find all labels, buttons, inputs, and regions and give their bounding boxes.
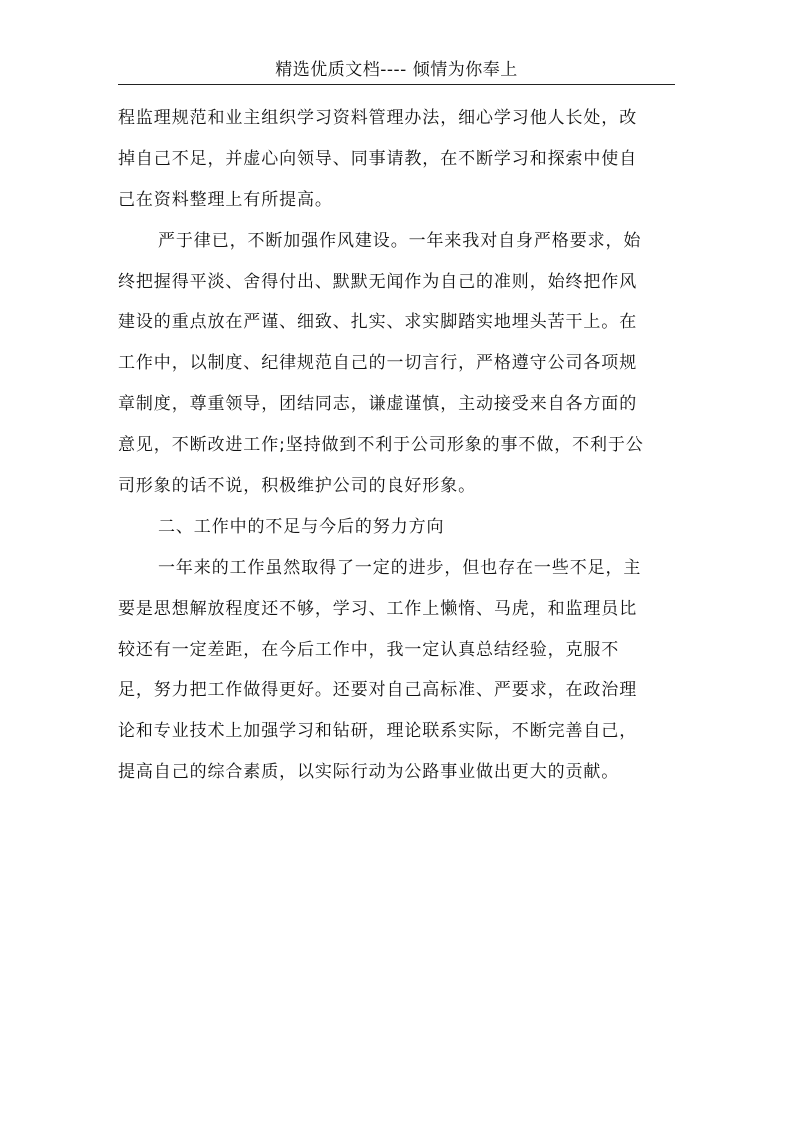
text-line: 较还有一定差距，在今后工作中，我一定认真总结经验，克服不: [118, 639, 620, 660]
paragraph-first-line: 严于律已，不断加强作风建设。一年来我对自身严格要求，始: [158, 230, 642, 251]
text-line: 工作中，以制度、纪律规范自己的一切言行，严格遵守公司各项规: [118, 353, 638, 374]
text-line: 意见，不断改进工作;坚持做到不利于公司形象的事不做，不利于公: [118, 435, 644, 456]
paragraph-first-line: 一年来的工作虽然取得了一定的进步，但也存在一些不足，主: [158, 557, 642, 578]
text-line: 足，努力把工作做得更好。还要对自己高标准、严要求，在政治理: [118, 680, 638, 701]
page-header-title: 精选优质文档---- 倾情为你奉上: [275, 60, 518, 80]
text-line: 建设的重点放在严谨、细致、扎实、求实脚踏实地埋头苦干上。在: [118, 312, 638, 333]
text-line: 提高自己的综合素质，以实际行动为公路事业做出更大的贡献。: [118, 762, 620, 783]
text-line: 终把握得平淡、舍得付出、默默无闻作为自己的准则，始终把作风: [118, 271, 638, 292]
text-line: 论和专业技术上加强学习和钻研，理论联系实际，不断完善自己，: [118, 721, 638, 742]
text-line: 程监理规范和业主组织学习资料管理办法，细心学习他人长处，改: [118, 108, 638, 128]
document-body: [118, 98, 663, 793]
text-line: 要是思想解放程度还不够，学习、工作上懒惰、马虎，和监理员比: [118, 598, 638, 619]
header-rule: [118, 84, 675, 85]
text-line: 掉自己不足，并虚心向领导、同事请教，在不断学习和探索中使自: [118, 148, 638, 169]
text-line: 己在资料整理上有所提高。: [118, 189, 333, 210]
text-line: 章制度，尊重领导，团结同志，谦虚谨慎，主动接受来自各方面的: [118, 394, 638, 415]
section-heading: 二、工作中的不足与今后的努力方向: [158, 516, 445, 537]
text-line: 司形象的话不说，积极维护公司的良好形象。: [118, 476, 476, 497]
